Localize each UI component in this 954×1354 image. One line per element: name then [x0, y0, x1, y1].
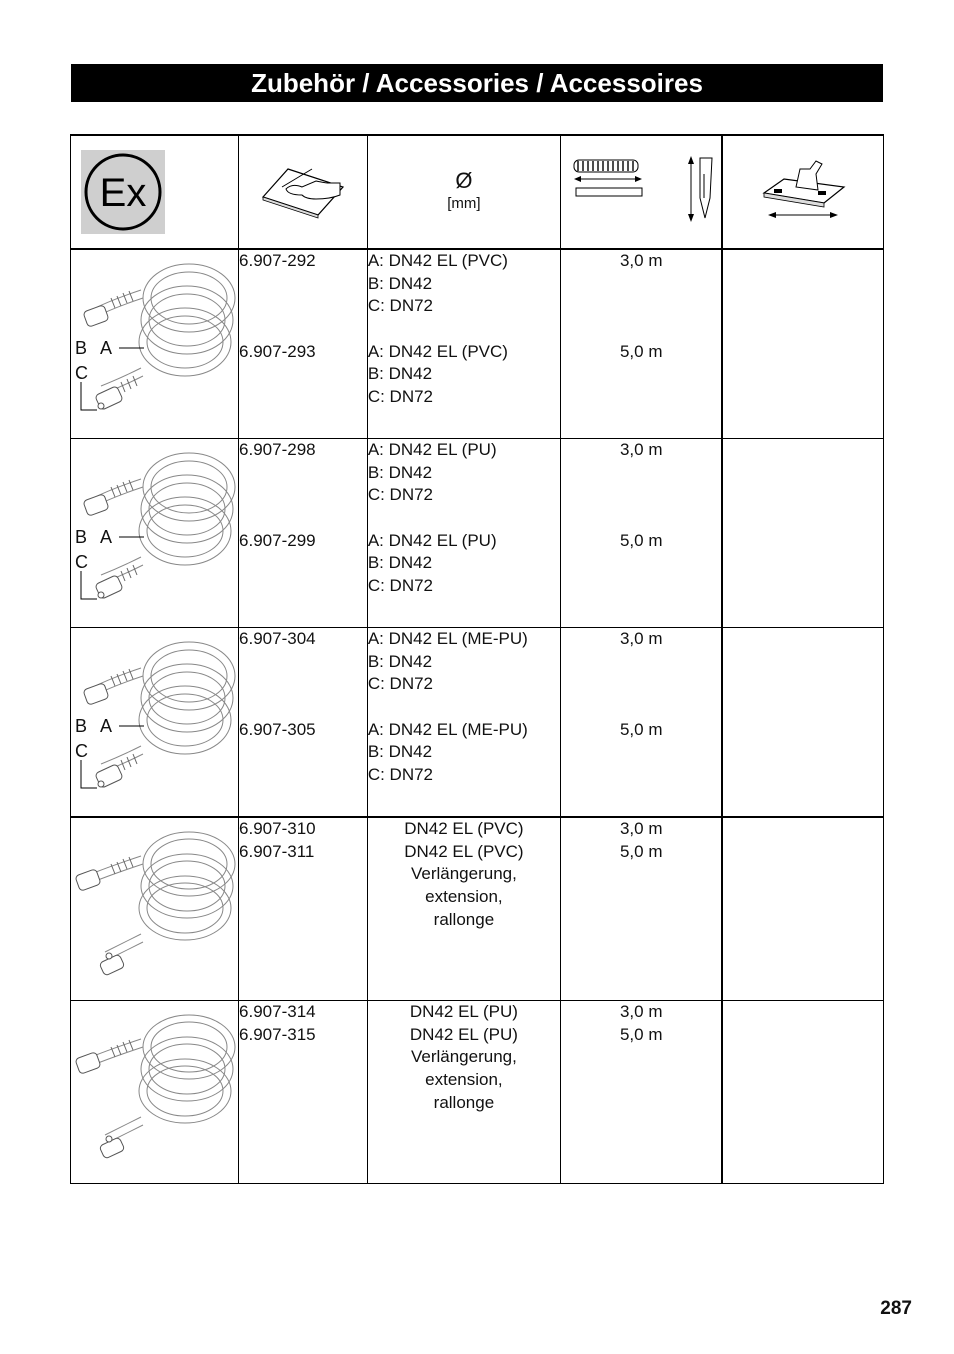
desc-line: rallonge — [433, 909, 495, 929]
length-cell — [561, 249, 723, 439]
diameter-cell — [367, 628, 560, 818]
table-header-row — [71, 135, 884, 249]
desc-line: DN42 EL (PU) — [409, 1002, 518, 1021]
nozzle-cell — [722, 1001, 883, 1184]
desc-line: A: DN42 EL (PU) — [367, 440, 497, 459]
diameter-cell — [367, 439, 560, 628]
label-a: A — [100, 527, 113, 547]
part-number: 6.907-299 — [239, 530, 316, 550]
label-b: B — [75, 527, 88, 547]
diameter-unit: [mm] — [447, 194, 481, 212]
label-a: A — [100, 338, 113, 358]
nozzle-cell — [722, 817, 883, 1001]
part-number-cell — [239, 817, 368, 1001]
suction-hose-abc-image — [71, 439, 238, 627]
length-value: 3,0 m — [619, 251, 663, 270]
diameter-symbol: Ø — [455, 167, 473, 193]
length-value: 5,0 m — [619, 1024, 663, 1044]
hose-image-cell — [71, 1001, 239, 1184]
table-row — [71, 628, 884, 818]
part-number: 6.907-293 — [239, 341, 316, 361]
length-value: 5,0 m — [619, 530, 663, 550]
nozzle-cell — [722, 249, 883, 439]
diameter-cell — [367, 817, 560, 1001]
header-floor-nozzle — [722, 135, 883, 249]
desc-line: A: DN42 EL (ME-PU) — [367, 629, 528, 648]
accessories-table — [70, 134, 884, 1184]
desc-line: A: DN42 EL (PU) — [367, 530, 497, 550]
desc-line: Verlängerung, — [410, 1047, 517, 1067]
page-number: 287 — [880, 1298, 912, 1319]
floor-nozzle-icon — [758, 157, 848, 221]
hose-image-cell — [71, 628, 239, 818]
label-b: B — [75, 338, 88, 358]
desc-line: rallonge — [433, 1092, 495, 1112]
page-title: Zubehör / Accessories / Accessoires — [71, 64, 883, 102]
hose-image-cell — [71, 249, 239, 439]
length-value: 5,0 m — [619, 719, 663, 739]
table-row — [71, 1001, 884, 1184]
desc-line: DN42 EL (PVC) — [404, 819, 524, 838]
length-value: 3,0 m — [619, 629, 663, 648]
header-ex — [71, 135, 239, 249]
label-a: A — [100, 716, 113, 736]
desc-line: B: DN42 — [367, 273, 433, 293]
ex-symbol: Ex — [99, 171, 147, 215]
part-number: 6.907-292 — [239, 251, 316, 270]
nozzle-cell — [722, 628, 883, 818]
nozzle-cell — [722, 439, 883, 628]
diameter-cell — [367, 249, 560, 439]
part-number: 6.907-310 — [239, 819, 316, 838]
desc-line: B: DN42 — [367, 651, 433, 671]
desc-line: B: DN42 — [367, 553, 433, 573]
extension-hose-image — [71, 1001, 238, 1183]
hose-length-icon — [566, 154, 716, 224]
desc-line: C: DN72 — [367, 674, 433, 694]
length-value: 5,0 m — [619, 341, 663, 361]
extension-hose-image — [71, 818, 238, 1000]
part-number: 6.907-311 — [239, 841, 315, 861]
desc-line: extension, — [425, 1070, 503, 1090]
hose-image-cell — [71, 817, 239, 1001]
desc-line: C: DN72 — [367, 296, 433, 316]
desc-line: C: DN72 — [367, 387, 433, 407]
desc-line: C: DN72 — [367, 576, 433, 596]
part-number-cell — [239, 628, 368, 818]
part-number: 6.907-298 — [239, 440, 316, 459]
label-b: B — [75, 716, 88, 736]
desc-line: Verlängerung, — [410, 864, 517, 884]
table-row — [71, 817, 884, 1001]
header-length — [561, 135, 723, 249]
header-diameter — [367, 135, 560, 249]
length-value: 3,0 m — [619, 440, 663, 459]
length-cell — [561, 817, 723, 1001]
desc-line: C: DN72 — [367, 765, 433, 785]
part-number-cell — [239, 439, 368, 628]
part-number-cell — [239, 249, 368, 439]
length-value: 3,0 m — [619, 819, 663, 838]
desc-line: C: DN72 — [367, 485, 433, 505]
suction-hose-abc-image — [71, 250, 238, 438]
label-c: C — [75, 741, 88, 761]
suction-hose-abc-image — [71, 628, 238, 816]
length-cell — [561, 628, 723, 818]
header-order-number — [239, 135, 368, 249]
desc-line: DN42 EL (PU) — [409, 1024, 518, 1044]
part-number: 6.907-305 — [239, 719, 316, 739]
table-row — [71, 249, 884, 439]
length-value: 5,0 m — [619, 841, 663, 861]
table-row — [71, 439, 884, 628]
label-c: C — [75, 552, 88, 572]
desc-line: B: DN42 — [367, 364, 433, 384]
length-value: 3,0 m — [619, 1002, 663, 1021]
desc-line: A: DN42 EL (ME-PU) — [367, 719, 528, 739]
part-number-cell — [239, 1001, 368, 1184]
length-cell — [561, 1001, 723, 1184]
desc-line: DN42 EL (PVC) — [404, 841, 524, 861]
desc-line: A: DN42 EL (PVC) — [367, 341, 508, 361]
desc-line: B: DN42 — [367, 462, 433, 482]
order-number-icon — [258, 159, 348, 219]
ex-protection-icon — [81, 150, 165, 234]
desc-line: A: DN42 EL (PVC) — [367, 251, 508, 270]
part-number: 6.907-304 — [239, 629, 316, 648]
length-cell — [561, 439, 723, 628]
desc-line: B: DN42 — [367, 742, 433, 762]
label-c: C — [75, 363, 88, 383]
diameter-cell — [367, 1001, 560, 1184]
part-number: 6.907-314 — [239, 1002, 316, 1021]
hose-image-cell — [71, 439, 239, 628]
part-number: 6.907-315 — [239, 1024, 316, 1044]
desc-line: extension, — [425, 887, 503, 907]
